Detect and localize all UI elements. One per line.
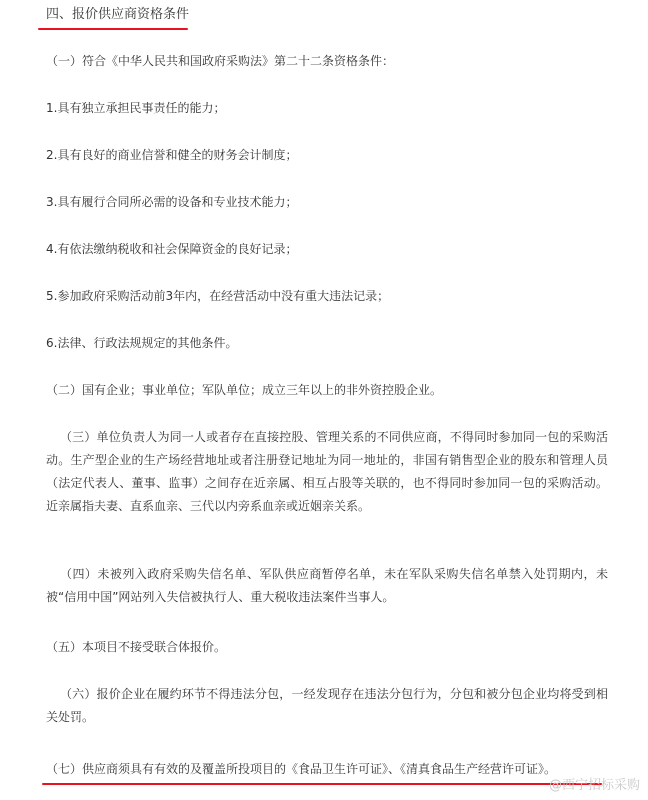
- item-11: （五）本项目不接受联合体报价。: [46, 640, 227, 654]
- item-12: （六）报价企业在履约环节不得违法分包，一经发现存在违法分包行为，分包和被分包企业均将受到相关处罚。: [46, 687, 608, 724]
- item-1: （一）符合《中华人民共和国政府采购法》第二十二条资格条件：: [46, 54, 395, 68]
- item-2: 1.具有独立承担民事责任的能力；: [46, 101, 226, 115]
- item-3: 2.具有良好的商业信誉和健全的财务会计制度；: [46, 148, 298, 162]
- watermark: @西宁招标采购: [548, 778, 640, 793]
- item-13: （七）供应商须具有有效的及覆盖所投项目的《食品卫生许可证》、《清真食品生产经营许可证》。: [46, 762, 557, 776]
- item-7: 6.法律、行政法规规定的其他条件。: [46, 336, 238, 350]
- item-6: 5.参加政府采购活动前3年内，在经营活动中没有重大违法记录；: [46, 289, 390, 303]
- item-8: （二）国有企业；事业单位；军队单位；成立三年以上的非外资控股企业。: [46, 383, 443, 397]
- item-4: 3.具有履行合同所必需的设备和专业技术能力；: [46, 195, 298, 209]
- section-title: 四、报价供应商资格条件: [46, 7, 190, 22]
- item-10: （四）未被列入政府采购失信名单、军队供应商暂停名单，未在军队采购失信名单禁入处罚期内，未被“信用中国”网站列入失信被执行人、重大税收违法案件当事人。: [46, 567, 608, 604]
- final-item-underline: [42, 783, 602, 785]
- item-9: （三）单位负责人为同一人或者存在直接控股、管理关系的不同供应商，不得同时参加同一包的采购活动。生产型企业的生产场经营地址或者注册登记地址为同一地址的，非国有销售型企业的股东和管理人员（法定代表人、董事、监事）之间存在近亲属、相互占股等关联的，也不得同时参加同一包的采购活动。近亲属指夫妻、直系血亲、三代以内旁系血亲或近姻亲关系。: [46, 430, 608, 513]
- title-underline: [38, 28, 188, 30]
- item-5: 4.有依法缴纳税收和社会保障资金的良好记录；: [46, 242, 298, 256]
